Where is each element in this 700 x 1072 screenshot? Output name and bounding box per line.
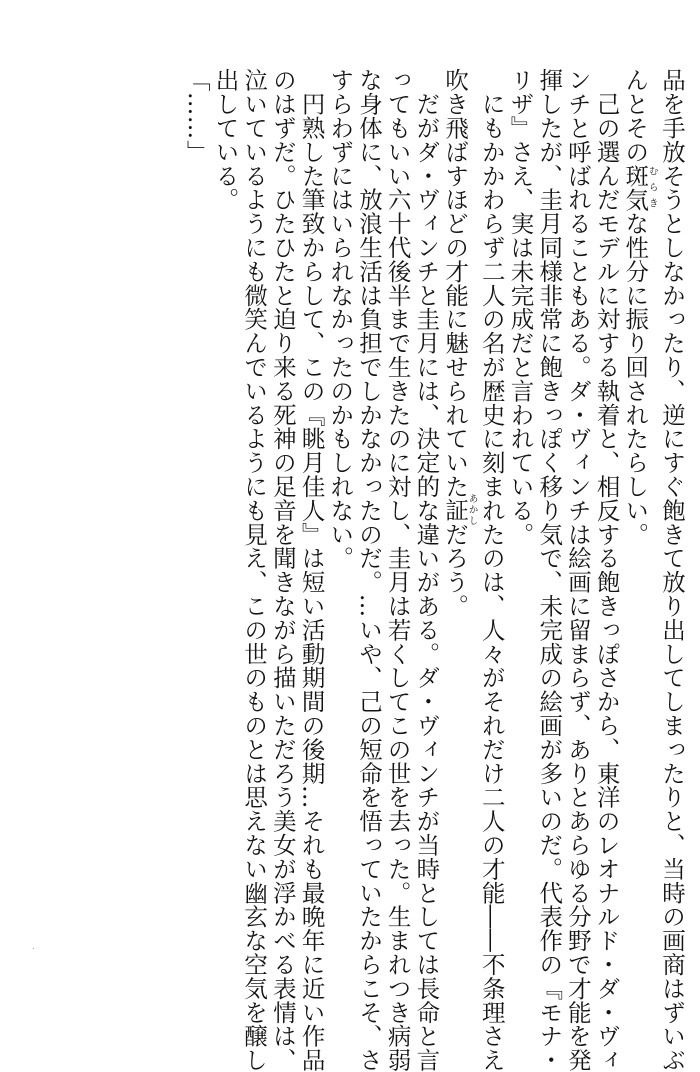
ruby-reading: むらき — [646, 163, 658, 212]
ruby-word — [621, 163, 658, 212]
text-line: すらわずにはいられなかったのかもしれない。 — [326, 68, 355, 570]
ruby-base: 証 — [441, 493, 470, 527]
text-line: 己の選んだモデルに対する執着と、相反する飽きっぽさから、東洋のレオナルド・ダ・ヴィ — [592, 68, 621, 1072]
text-line: 揮したが、圭月同様非常に飽きっぽく移り気で、未完成の絵画が多いのだ。代表作の『モナ・ — [535, 68, 564, 1072]
text-line: ンチと呼ばれることもある。ダ・ヴィンチは絵画に留まらず、ありとあらゆる分野で才能を発 — [563, 68, 592, 1072]
text-line: リザ』さえ、実は未完成だと言われている。 — [506, 68, 535, 546]
text-segment: だろう。 — [441, 522, 470, 618]
text-line — [440, 68, 477, 968]
text-segment: んとその — [621, 68, 650, 164]
text-segment: な性分に振り回されたらしい。 — [621, 211, 650, 547]
text-line: な身体に、放浪生活は負担でしかなかったのだ。…いや、己の短命を悟っていたからこそ、さ — [354, 68, 383, 1072]
text-line: 円熟した筆致からして、この『眺月佳人』は短い活動期間の後期…それも最晩年に近い作品 — [297, 68, 326, 1072]
text-segment: 吹き飛ばすほどの才能に魅せられていた — [441, 68, 470, 499]
text-line: 品を手放そうとしなかったり、逆にすぐ飽きて放り出してしまったりと、当時の画商はずいぶ — [658, 68, 686, 1072]
text-line: にもかかわらず二人の名が歴史に刻まれたのは、人々がそれだけ二人の才能――不条理さえ — [477, 68, 506, 1072]
text-line: 泣いているようにも微笑んでいるようにも見え、この世のものとは思えない幽玄な空気を醸し — [240, 68, 269, 1072]
text-line: だがダ・ヴィンチと圭月には、決定的な違いがある。ダ・ヴィンチが当時としては長命と言 — [412, 68, 441, 1072]
text-line: のはずだ。ひたひたと迫り来る死神の足音を聞きながら描いただろう美女が浮かべる表情は、 — [268, 68, 297, 1072]
page-speck — [33, 948, 34, 949]
text-line: ってもいい六十代後半まで生きたのに対し、圭月は若くしてこの世を去った。生まれつき病弱 — [383, 68, 412, 1072]
ruby-word — [441, 493, 478, 527]
ruby-base: 斑気 — [621, 163, 650, 212]
vertical-text-body — [182, 68, 686, 1072]
text-line: 出している。 — [211, 68, 240, 212]
text-line: 「……」 — [182, 68, 211, 164]
text-line — [621, 68, 658, 968]
ruby-reading: あかし — [466, 493, 478, 527]
